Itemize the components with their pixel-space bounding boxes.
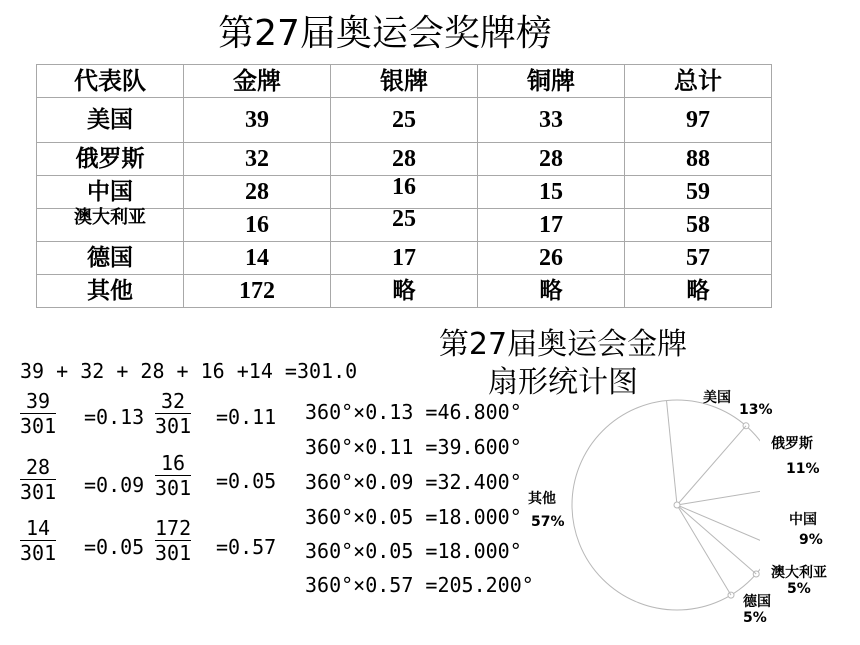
table-row bbox=[37, 209, 772, 242]
gold-cell: 32 bbox=[184, 143, 331, 176]
team-cell: 美国 bbox=[37, 98, 184, 143]
angle-calc: 360°×0.05 =18.000° bbox=[305, 539, 522, 563]
total-cell: 97 bbox=[625, 98, 772, 143]
total-cell: 58 bbox=[625, 209, 772, 242]
total-cell: 略 bbox=[625, 275, 772, 308]
team-cell: 其他 bbox=[37, 275, 184, 308]
pie-label-australia: 澳大利亚 bbox=[771, 565, 827, 581]
silver-cell: 25 bbox=[331, 209, 478, 242]
team-cell: 中国 bbox=[37, 176, 184, 209]
angle-calc: 360°×0.09 =32.400° bbox=[305, 470, 522, 494]
pie-percent-usa: 13% bbox=[739, 402, 773, 418]
fraction-result: =0.57 bbox=[216, 535, 277, 559]
angle-calc: 360°×0.13 =46.800° bbox=[305, 400, 522, 424]
header-total: 总计 bbox=[625, 65, 772, 98]
pie-outline bbox=[572, 400, 760, 610]
pie-label-russia: 俄罗斯 bbox=[771, 436, 813, 452]
chart-title-line-2: 扇形统计图 bbox=[488, 365, 638, 400]
angle-calc: 360°×0.11 =39.600° bbox=[305, 435, 522, 459]
silver-cell: 16 bbox=[331, 176, 478, 209]
fraction-result: =0.09 bbox=[84, 473, 145, 497]
bronze-cell: 15 bbox=[478, 176, 625, 209]
table-row bbox=[37, 176, 772, 209]
pie-label-other: 其他 bbox=[528, 491, 556, 507]
fraction-numerator: 14 bbox=[26, 516, 51, 540]
bronze-cell: 33 bbox=[478, 98, 625, 143]
fraction-result: =0.05 bbox=[84, 535, 145, 559]
angle-calc: 360°×0.57 =205.200° bbox=[305, 573, 534, 597]
pie-label-china: 中国 bbox=[789, 512, 817, 528]
total-cell: 88 bbox=[625, 143, 772, 176]
page-title: 第27届奥运会奖牌榜 bbox=[218, 13, 552, 54]
silver-cell: 略 bbox=[331, 275, 478, 308]
silver-cell: 25 bbox=[331, 98, 478, 143]
fraction-numerator: 32 bbox=[161, 389, 186, 413]
fraction bbox=[20, 455, 56, 504]
gold-cell: 16 bbox=[184, 209, 331, 242]
fraction-denominator: 301 bbox=[155, 476, 192, 500]
pie-label-usa: 美国 bbox=[703, 390, 731, 406]
team-cell: 德国 bbox=[37, 242, 184, 275]
total-cell: 59 bbox=[625, 176, 772, 209]
pie-center bbox=[674, 502, 680, 508]
pie-percent-australia: 5% bbox=[787, 581, 811, 597]
table-row bbox=[37, 275, 772, 308]
header-bronze: 铜牌 bbox=[478, 65, 625, 98]
team-cell: 澳大利亚 bbox=[37, 209, 184, 242]
header-team: 代表队 bbox=[37, 65, 184, 98]
gold-cell: 172 bbox=[184, 275, 331, 308]
pie-percent-russia: 11% bbox=[786, 461, 820, 477]
pie-label-germany: 德国 bbox=[743, 594, 771, 610]
team-cell: 俄罗斯 bbox=[37, 143, 184, 176]
medal-table bbox=[36, 64, 772, 308]
fraction bbox=[20, 516, 56, 565]
fraction-result: =0.13 bbox=[84, 405, 145, 429]
header-gold: 金牌 bbox=[184, 65, 331, 98]
bronze-cell: 17 bbox=[478, 209, 625, 242]
gold-cell: 14 bbox=[184, 242, 331, 275]
fraction bbox=[155, 516, 191, 565]
fraction bbox=[155, 389, 191, 438]
silver-cell: 17 bbox=[331, 242, 478, 275]
angle-calc: 360°×0.05 =18.000° bbox=[305, 505, 522, 529]
pie-percent-other: 57% bbox=[531, 514, 565, 530]
fraction-denominator: 301 bbox=[155, 541, 192, 565]
table-row bbox=[37, 143, 772, 176]
gold-cell: 28 bbox=[184, 176, 331, 209]
pie-percent-china: 9% bbox=[799, 532, 823, 548]
pie-percent-germany: 5% bbox=[743, 610, 767, 626]
fraction-denominator: 301 bbox=[20, 480, 57, 504]
table-header-row bbox=[37, 65, 772, 98]
fraction-numerator: 28 bbox=[26, 455, 51, 479]
gold-cell: 39 bbox=[184, 98, 331, 143]
header-silver: 银牌 bbox=[331, 65, 478, 98]
fraction-denominator: 301 bbox=[20, 541, 57, 565]
total-cell: 57 bbox=[625, 242, 772, 275]
silver-cell: 28 bbox=[331, 143, 478, 176]
fraction-numerator: 39 bbox=[26, 389, 51, 413]
sum-equation: 39 + 32 + 28 + 16 +14 =301.0 bbox=[20, 359, 358, 383]
table-row bbox=[37, 98, 772, 143]
fraction-result: =0.11 bbox=[216, 405, 277, 429]
fraction-denominator: 301 bbox=[155, 414, 192, 438]
fraction-result: =0.05 bbox=[216, 469, 277, 493]
bronze-cell: 26 bbox=[478, 242, 625, 275]
fraction-numerator: 172 bbox=[155, 516, 192, 540]
pie-chart bbox=[560, 390, 760, 620]
bronze-cell: 略 bbox=[478, 275, 625, 308]
chart-title-line-1: 第27届奥运会金牌 bbox=[438, 327, 688, 362]
table-row bbox=[37, 242, 772, 275]
fraction bbox=[155, 451, 191, 500]
fraction-denominator: 301 bbox=[20, 414, 57, 438]
bronze-cell: 28 bbox=[478, 143, 625, 176]
fraction bbox=[20, 389, 56, 438]
fraction-numerator: 16 bbox=[161, 451, 186, 475]
